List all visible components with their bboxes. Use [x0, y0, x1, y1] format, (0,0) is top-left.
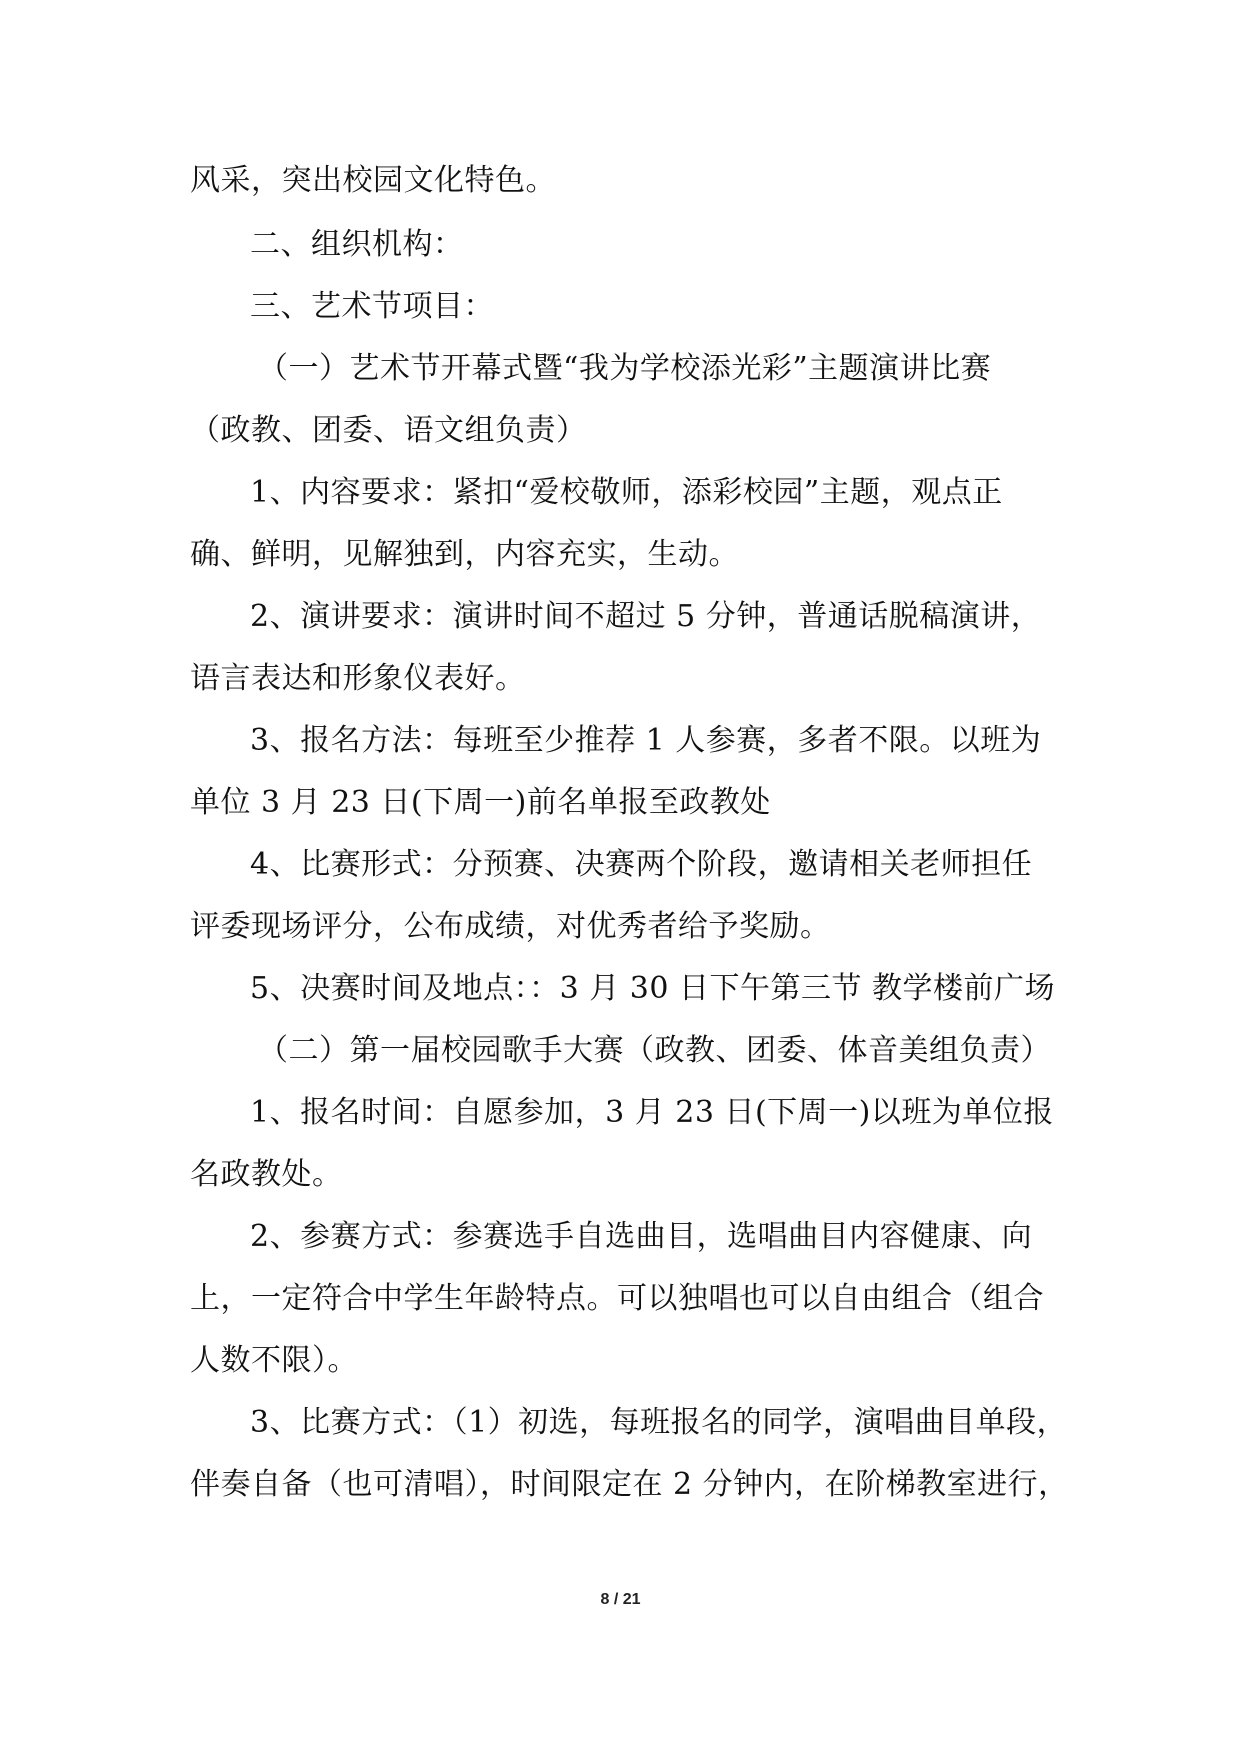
text-line: 2、参赛方式：参赛选手自选曲目，选唱曲目内容健康、向: [250, 1219, 1033, 1254]
text-line: 3、比赛方式：（1）初选，每班报名的同学，演唱曲目单段，: [250, 1405, 1068, 1440]
text-line: 人数不限）。: [190, 1343, 358, 1378]
text-line: 3、报名方法：每班至少推荐 1 人参赛，多者不限。以班为: [250, 723, 1042, 758]
text-line: 1、内容要求：紧扣“爱校敬师，添彩校园”主题，观点正: [250, 475, 1003, 510]
text-line: 名政教处。: [190, 1157, 343, 1192]
subsection-heading: （二）第一届校园歌手大赛（政教、团委、体音美组负责）: [258, 1033, 1051, 1068]
subsection-heading: （一）艺术节开幕式暨“我为学校添光彩”主题演讲比赛: [258, 351, 992, 386]
text-line: 上，一定符合中学生年龄特点。可以独唱也可以自由组合（组合: [190, 1281, 1044, 1316]
section-heading: 二、组织机构：: [250, 227, 464, 262]
text-line: 4、比赛形式：分预赛、决赛两个阶段，邀请相关老师担任: [250, 847, 1033, 882]
text-line: 评委现场评分，公布成绩，对优秀者给予奖励。: [190, 909, 831, 944]
text-line: （政教、团委、语文组负责）: [190, 413, 587, 448]
text-line: 1、报名时间：自愿参加，3 月 23 日(下周一)以班为单位报: [250, 1095, 1054, 1130]
text-line: 伴奏自备（也可清唱），时间限定在 2 分钟内，在阶梯教室进行，: [190, 1467, 1069, 1502]
page-number: 8 / 21: [600, 1591, 641, 1608]
text-line: 确、鲜明，见解独到，内容充实，生动。: [190, 537, 739, 572]
text-line: 风采，突出校园文化特色。: [190, 163, 556, 198]
text-line: 单位 3 月 23 日(下周一)前名单报至政教处: [190, 785, 771, 820]
section-heading: 三、艺术节项目：: [250, 289, 494, 324]
text-line: 语言表达和形象仪表好。: [190, 661, 526, 696]
text-line: 5、决赛时间及地点：：3 月 30 日下午第三节 教学楼前广场: [250, 971, 1055, 1006]
text-line: 2、演讲要求：演讲时间不超过 5 分钟，普通话脱稿演讲，: [250, 599, 1042, 634]
